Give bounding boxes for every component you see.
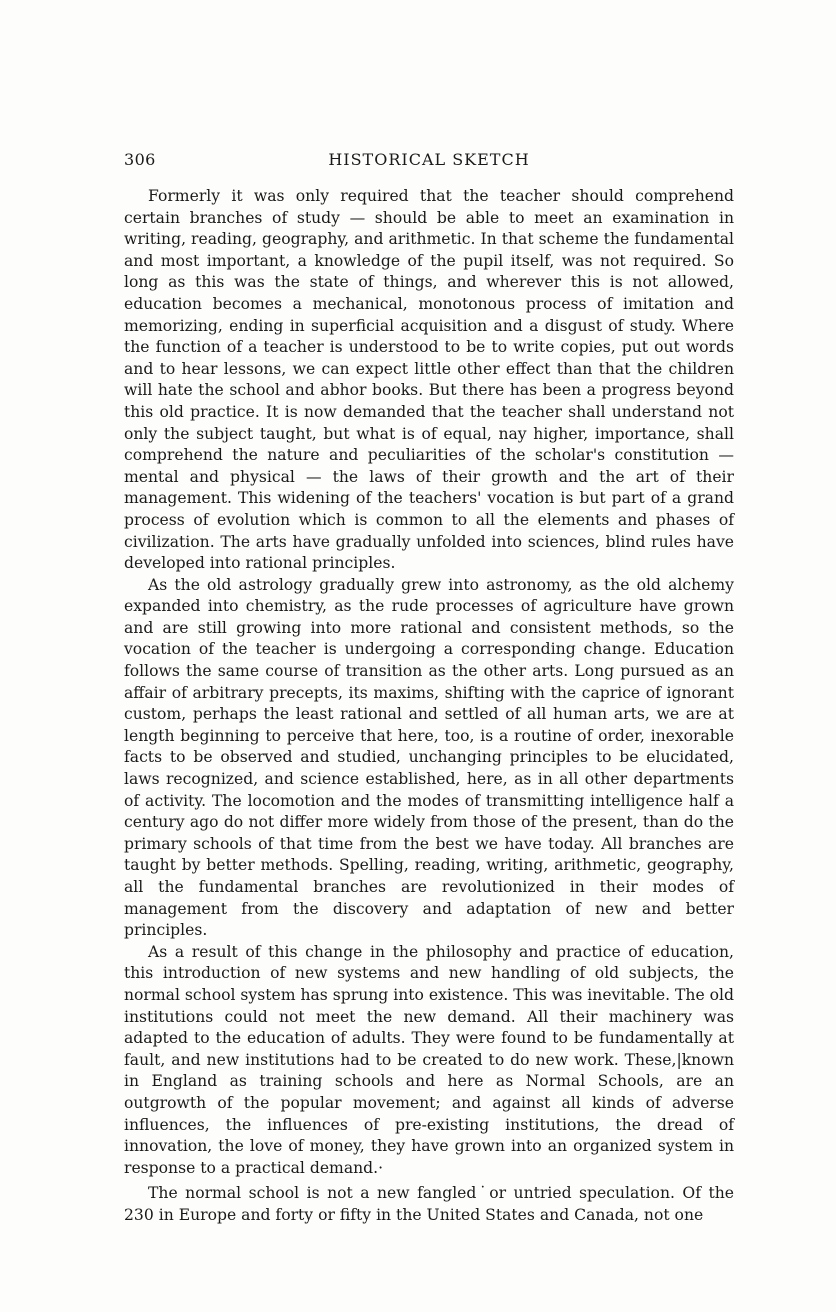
body-text [124, 186, 734, 1227]
paragraph-1: Formerly it was only required that the teacher should comprehend certain branches of study — should be able to meet an examination in writing, reading, geography, and arithmetic. In that scheme the fundamental and most important, a knowledge of the pupil itself, was not required. So long as this was the state of things, and wherever this is not allowed, education becomes a mechanical, monotonous process of imitation and memorizing, ending in superficial acquisition and a disgust of study. Where the function of a teacher is understood to be to write copies, put out words and to hear lessons, we can expect little other effect than that the children will hate the school and abhor books. But there has been a progress beyond this old practice. It is now demanded that the teacher shall understand not only the subject taught, but what is of equal, nay higher, importance, shall comprehend the nature and peculiarities of the scholar's constitution — mental and physical — the laws of their growth and the art of their management. This widening of the teachers' vocation is but part of a grand process of evolution which is common to all the elements and phases of civilization. The arts have gradually unfolded into sciences, blind rules have developed into rational principles. [124, 187, 734, 573]
paragraph-4: The normal school is not a new fangled˙or untried speculation. Of the 230 in Europe and forty or fifty in the United States and Canada, not one [124, 1184, 734, 1224]
page-number: 306 [124, 150, 156, 169]
paragraph-3: As a result of this change in the philosophy and practice of education, this introduction of new systems and new handling of old subjects, the normal school system has sprung into existence. This was inevitable. The old institutions could not meet the new demand. All their machinery was adapted to the education of adults. They were found to be fundamentally at fault, and new institutions had to be created to do new work. These,|known in England as training schools and here as Normal Schools, are an outgrowth of the popular movement; and against all kinds of adverse influences, the influences of pre-existing institutions, the dread of innovation, the love of money, they have grown into an organized system in response to a practical demand.· [124, 942, 735, 1177]
running-head: HISTORICAL SKETCH [328, 150, 530, 169]
page-header [124, 150, 734, 176]
paragraph-2: As the old astrology gradually grew into astronomy, as the old alchemy expanded into chemistry, as the rude processes of agriculture have grown and are still growing into more rational and consistent methods, so the vocation of the teacher is undergoing a corresponding change. Education follows the same course of transition as the other arts. Long pursued as an affair of arbitrary precepts, its maxims, shifting with the caprice of ignorant custom, perhaps the least rational and settled of all human arts, we are at length beginning to perceive that here, too, is a routine of order, inexorable facts to be observed and studied, unchanging principles to be elucidated, laws recognized, and science established, here, as in all other departments of activity. The locomotion and the modes of transmitting intelligence half a century ago do not differ more widely from those of the present, than do the primary schools of that time from the best we have today. All branches are taught by better methods. Spelling, reading, writing, arithmetic, geography, all the fundamental branches are revolutionized in their modes of management from the discovery and adaptation of new and better principles. [124, 575, 734, 940]
